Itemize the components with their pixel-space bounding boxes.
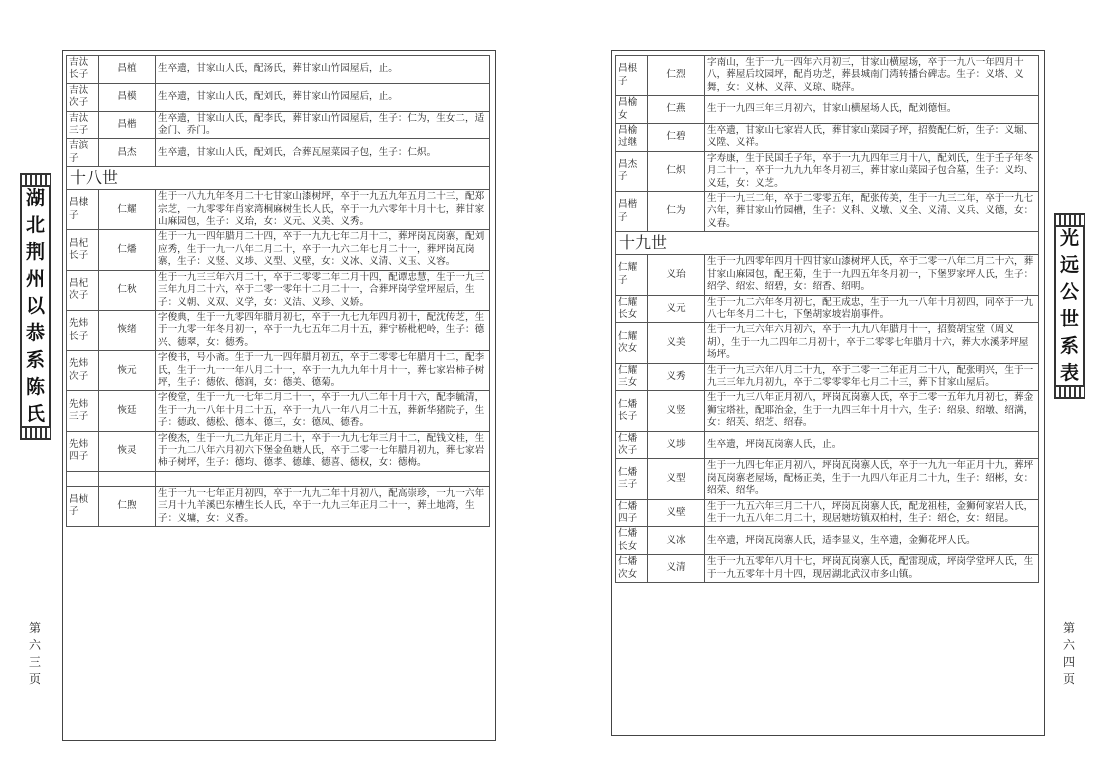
table-row xyxy=(67,56,490,84)
page-number-character: 六 xyxy=(28,638,41,652)
table-row xyxy=(616,527,1039,555)
table-row xyxy=(67,83,490,111)
right-title-band xyxy=(1054,225,1085,387)
biography-cell: 生卒遗，甘家山人氏，配汤氏，葬甘家山竹园屋后，止。 xyxy=(156,56,490,84)
name-cell: 义型 xyxy=(648,459,705,499)
name-cell: 恢绪 xyxy=(99,310,156,350)
biography-cell: 生于一九一七年正月初四，卒于一九九二年十月初八，配高崇珍，一九一六年三月十九羊溪巴东槽生长人氏，卒于一九九三年正月二十一，葬土地湾，生子：义墉，女：义香。 xyxy=(156,486,490,526)
band-character: 光 xyxy=(1059,227,1079,249)
table-row xyxy=(67,270,490,310)
name-cell: 义冰 xyxy=(648,527,705,555)
blank-cell xyxy=(99,471,156,486)
blank-cell xyxy=(156,471,490,486)
biography-cell: 生于一九三二年，卒于二零零五年，配张传美，生于一九三二年，卒于一九七六年，葬甘家山竹园槽，生子：义科、义墩、义全、义清、义兵、义德，女：义春。 xyxy=(705,192,1039,232)
relation-cell: 仁燔三子 xyxy=(616,459,648,499)
relation-cell: 仁耀子 xyxy=(616,255,648,295)
generation-heading: 十九世 xyxy=(616,232,1039,255)
table-row xyxy=(67,391,490,431)
relation-cell: 昌根子 xyxy=(616,56,648,96)
relation-cell: 昌杰子 xyxy=(616,151,648,191)
table-row xyxy=(616,459,1039,499)
band-character: 州 xyxy=(25,268,45,290)
table-row xyxy=(616,323,1039,363)
band-character: 恭 xyxy=(25,322,45,344)
relation-cell: 昌楷子 xyxy=(616,192,648,232)
relation-cell: 吉汰长子 xyxy=(67,56,99,84)
relation-cell: 昌棣子 xyxy=(67,190,99,230)
relation-cell: 仁燔次女 xyxy=(616,555,648,583)
name-cell: 义竖 xyxy=(648,391,705,431)
name-cell: 义秀 xyxy=(648,363,705,391)
band-character: 荆 xyxy=(25,241,45,263)
name-cell: 义珆 xyxy=(648,255,705,295)
table-row xyxy=(67,310,490,350)
biography-cell: 生卒遗，坪岗瓦岗寨人氏，适李显义，生卒遗，金狮花坪人氏。 xyxy=(705,527,1039,555)
biography-cell: 生于一九四七年正月初八，坪岗瓦岗寨人氏，卒于一九九一年正月十九，葬坪岗瓦岗寨老屋场，配杨正美，生于一九四八年正月二十九，生子：绍彬，女：绍荣、绍华。 xyxy=(705,459,1039,499)
band-character: 表 xyxy=(1059,362,1079,384)
relation-cell: 昌杞长子 xyxy=(67,230,99,270)
table-row xyxy=(67,486,490,526)
right-page xyxy=(611,50,1045,736)
left-page xyxy=(62,50,496,741)
name-cell: 仁燔 xyxy=(99,230,156,270)
biography-cell: 生于一九三六年八月二十九，卒于二零一二年正月二十八，配张明兴，生于一九三三年九月初九，卒于二零零零年七月二十三，葬下甘家山屋后。 xyxy=(705,363,1039,391)
biography-cell: 生于一九三八年正月初八，坪岗瓦岗寨人氏，卒于二零一五年九月初七，葬金狮宝塔社，配耶治金，生于一九四三年十月十六，生子：绍泉、绍墩、绍满，女：绍芙、绍芝、绍春。 xyxy=(705,391,1039,431)
name-cell: 昌模 xyxy=(99,83,156,111)
table-row xyxy=(616,192,1039,232)
biography-cell: 生于一八九九年冬月二十七甘家山漆树坪，卒于一九五九年五月二十三，配郑宗芝，一九零零年肖家湾桐麻树生长人氏，卒于一九六零年十月十七，葬甘家山麻园包，生子：义珆，女：义元、义美、义秀。 xyxy=(156,190,490,230)
biography-cell: 生于一九五六年三月二十八，坪岗瓦岗寨人氏，配龙祖桂，金狮何家岩人氏，生于一九五八年二月二十，现居塘坊镇双柏村，生子：绍仑，女：绍昆。 xyxy=(705,499,1039,527)
right-page-number xyxy=(1061,620,1077,688)
relation-cell: 昌桢子 xyxy=(67,486,99,526)
left-page-number xyxy=(27,620,43,688)
name-cell: 昌杰 xyxy=(99,139,156,167)
relation-cell: 吉汰次子 xyxy=(67,83,99,111)
page-number-character: 四 xyxy=(1062,655,1075,669)
name-cell: 仁秋 xyxy=(99,270,156,310)
band-character: 公 xyxy=(1059,281,1079,303)
name-cell: 恢廷 xyxy=(99,391,156,431)
biography-cell: 生卒遗，坪岗瓦岗寨人氏，止。 xyxy=(705,431,1039,459)
relation-cell: 仁燔次子 xyxy=(616,431,648,459)
biography-cell: 字俊典，生于一九零四年腊月初七，卒于一九七九年四月初十，配沈传芝，生于一九零一年冬月初一，卒于一九七五年二月十五，葬宁桥枇杷岭，生子：德兴、德翠，女：德秀。 xyxy=(156,310,490,350)
band-character: 湖 xyxy=(25,187,45,209)
biography-cell: 生于一九一四年腊月二十四，卒于一九九七年二月十二，葬坪岗瓦岗寨，配刘应秀，生于一九一八年二月二十，卒于一九六二年七月二十一，葬坪岗瓦岗寨，生子：义竖、义埗、义型、义壁，女：义冰、义清、义玉、义容。 xyxy=(156,230,490,270)
name-cell: 义埗 xyxy=(648,431,705,459)
table-row xyxy=(616,431,1039,459)
band-character: 氏 xyxy=(25,403,45,425)
relation-cell: 吉汰三子 xyxy=(67,111,99,139)
generation-header-row xyxy=(616,232,1039,255)
relation-cell: 仁耀三女 xyxy=(616,363,648,391)
page-number-character: 页 xyxy=(28,672,41,686)
relation-cell: 昌榆过继 xyxy=(616,124,648,152)
relation-cell: 仁耀次女 xyxy=(616,323,648,363)
name-cell: 恢灵 xyxy=(99,431,156,471)
blank-row xyxy=(67,471,490,486)
band-character: 系 xyxy=(1059,335,1079,357)
name-cell: 仁烈 xyxy=(648,56,705,96)
relation-cell: 昌榆女 xyxy=(616,96,648,124)
table-row xyxy=(67,111,490,139)
band-character: 陈 xyxy=(25,376,45,398)
table-row xyxy=(67,431,490,471)
blank-cell xyxy=(67,471,99,486)
relation-cell: 先炜三子 xyxy=(67,391,99,431)
left-title-band xyxy=(20,185,51,428)
relation-cell: 先炜长子 xyxy=(67,310,99,350)
relation-cell: 仁燔长子 xyxy=(616,391,648,431)
band-character: 世 xyxy=(1059,308,1079,330)
table-row xyxy=(67,190,490,230)
biography-cell: 生于一九三三年六月二十，卒于二零零二年二月十四，配谭忠慧，生于一九三三年九月二十六，卒于二零一零年十二月二十一，合葬坪岗学堂坪屋后，生子：义朝、义双、义学，女：义洁、义珍、义娇。 xyxy=(156,270,490,310)
name-cell: 仁碧 xyxy=(648,124,705,152)
left-genealogy-table xyxy=(66,55,490,527)
biography-cell: 生卒遗，甘家山人氏，配李氏，葬甘家山竹园屋后，生子：仁为，生女二，适金门、乔门。 xyxy=(156,111,490,139)
relation-cell: 仁燔四子 xyxy=(616,499,648,527)
biography-cell: 生于一九五零年八月十七，坪岗瓦岗寨人氏，配雷现成，坪岗学堂坪人氏，生于一九五零年十月十四，现居湖北武汉市多山镇。 xyxy=(705,555,1039,583)
name-cell: 义清 xyxy=(648,555,705,583)
table-row xyxy=(616,56,1039,96)
name-cell: 义美 xyxy=(648,323,705,363)
relation-cell: 先炜四子 xyxy=(67,431,99,471)
biography-cell: 字俊书，号小斋。生于一九一四年腊月初五，卒于二零零七年腊月十二，配李氏，生于一九一一年八月二十一，卒于一九九九年十月十一，葬七家岩柿子树坪，生子：德依、德润，女：德美、德菊。 xyxy=(156,351,490,391)
right-genealogy-table xyxy=(615,55,1039,583)
generation-heading: 十八世 xyxy=(67,167,490,190)
name-cell: 义元 xyxy=(648,295,705,323)
table-row xyxy=(67,351,490,391)
generation-header-row xyxy=(67,167,490,190)
band-character: 系 xyxy=(25,349,45,371)
relation-cell: 先炜次子 xyxy=(67,351,99,391)
table-row xyxy=(67,139,490,167)
name-cell: 仁耀 xyxy=(99,190,156,230)
relation-cell: 昌杞次子 xyxy=(67,270,99,310)
biography-cell: 字寿康，生于民国壬子年，卒于一九九四年三月十八，配刘氏，生于壬子年冬月二十一，卒于一九九九年冬月初三，葬甘家山菜园子包合墓，生子：义均、义廷，女：义芝。 xyxy=(705,151,1039,191)
name-cell: 恢元 xyxy=(99,351,156,391)
relation-cell: 吉滨子 xyxy=(67,139,99,167)
relation-cell: 仁燔长女 xyxy=(616,527,648,555)
band-character: 以 xyxy=(25,295,45,317)
biography-cell: 字俊堂，生于一九一七年二月二十一，卒于一九八二年十月十六，配李毓清，生于一九一八年十月二十五，卒于一九八一年八月二十五，葬新华猪院子，生子：德政、德松、德本、德三，女：德凤、德香。 xyxy=(156,391,490,431)
biography-cell: 字俊杰，生于一九二九年正月二十，卒于一九九七年三月十二，配钱文桂，生于一九二八年六月初六下堡金鱼塘人氏，卒于二零一七年腊月初九，葬七家岩柿子树坪，生子：德均、德孝、德雄、德喜、德权，女：德梅。 xyxy=(156,431,490,471)
page-number-character: 三 xyxy=(28,655,41,669)
name-cell: 仁煦 xyxy=(99,486,156,526)
name-cell: 昌植 xyxy=(99,56,156,84)
biography-cell: 生于一九二六年冬月初七，配王成忠，生于一九一八年十月初四，同卒于一九八七年冬月二十七，下堡胡家坡岩崩事件。 xyxy=(705,295,1039,323)
band-character: 远 xyxy=(1059,254,1079,276)
name-cell: 昌楷 xyxy=(99,111,156,139)
page-number-character: 页 xyxy=(1062,672,1075,686)
table-row xyxy=(616,151,1039,191)
page-number-character: 第 xyxy=(28,621,41,635)
biography-cell: 字南山，生于一九一四年六月初三，甘家山横屋场，卒于一九八一年四月十八，葬屋后坟园坪，配肖功芝，葬县城南门湾转播台碑志。生子：义塔、义舞，女：义林、义萍、义琼、晓萍。 xyxy=(705,56,1039,96)
relation-cell: 仁耀长女 xyxy=(616,295,648,323)
table-row xyxy=(616,363,1039,391)
name-cell: 仁炽 xyxy=(648,151,705,191)
biography-cell: 生于一九四三年三月初六，甘家山横屋场人氏，配刘德恒。 xyxy=(705,96,1039,124)
biography-cell: 生卒遗，甘家山人氏，配刘氏，合葬瓦屋菜园子包，生子：仁炽。 xyxy=(156,139,490,167)
biography-cell: 生卒遗，甘家山七家岩人氏，葬甘家山菜园子坪，招赘配仁炘，生子：义堀、义陞、义祥。 xyxy=(705,124,1039,152)
biography-cell: 生卒遗，甘家山人氏，配刘氏，葬甘家山竹园屋后，止。 xyxy=(156,83,490,111)
name-cell: 仁燕 xyxy=(648,96,705,124)
table-row xyxy=(616,555,1039,583)
table-row xyxy=(616,255,1039,295)
table-row xyxy=(616,96,1039,124)
name-cell: 义壁 xyxy=(648,499,705,527)
page-number-character: 第 xyxy=(1062,621,1075,635)
table-row xyxy=(67,230,490,270)
band-character: 北 xyxy=(25,214,45,236)
name-cell: 仁为 xyxy=(648,192,705,232)
page-number-character: 六 xyxy=(1062,638,1075,652)
biography-cell: 生于一九三六年六月初六，卒于一九九八年腊月十一，招赘胡宝堂（周义胡），生于一九二四年二月初十，卒于二零零七年腊月十六，葬大水溪茅坪屋场坪。 xyxy=(705,323,1039,363)
biography-cell: 生于一九四零年四月十四甘家山漆树坪人氏，卒于二零一八年二月二十六，葬甘家山麻园包，配王菊，生于一九四五年冬月初一，下堡罗家坪人氏，生子：绍学、绍宏、绍碧，女：绍香、绍明。 xyxy=(705,255,1039,295)
table-row xyxy=(616,124,1039,152)
table-row xyxy=(616,391,1039,431)
table-row xyxy=(616,499,1039,527)
table-row xyxy=(616,295,1039,323)
